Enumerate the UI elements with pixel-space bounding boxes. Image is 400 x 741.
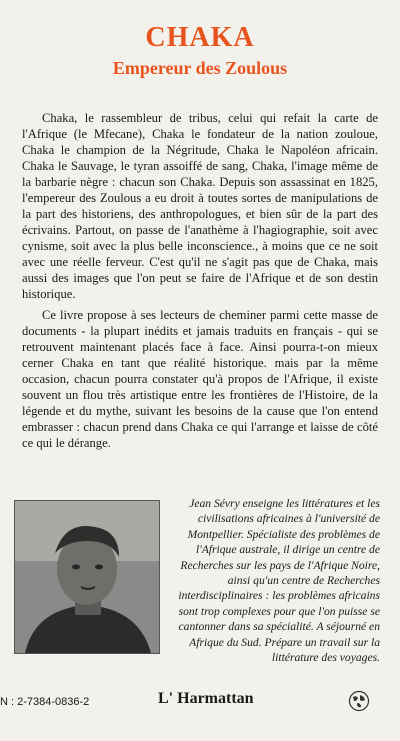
book-subtitle: Empereur des Zoulous (112, 58, 288, 78)
back-cover-text (22, 110, 378, 456)
paragraph-2: Ce livre propose à ses lecteurs de cheminer parmi cette masse de documents - la plupart inédits et jamais traduits en français - qui se retrouvent maintenant placés face à face. Ainsi pourra-t-on mieux cerner Chaka en tant que réalité historique. mais par la même occasion, chacun pourra constater qu'à propos de l'Afrique, il existe souvent un flou très artistique entre les frontières de l'Histoire, de la légende et du mythe, suivant les besoins de la cause que l'on entend embrasser : chacun prend dans Chaka ce qui l'arrange et laisse de côté ce qui le dérange. (22, 308, 378, 450)
paragraph-1: Chaka, le rassembleur de tribus, celui qui refait la carte de l'Afrique (le Mfecane), Chaka le fondateur de la nation zouloue, Chaka le champion de la Négritude, Chaka le Napoléon africain. Chaka le Sauvage, le tyran assoiffé de sang, Chaka, l'image même de la barbarie nègre : chacun son Chaka. Depuis son assassinat en 1825, l'empereur des Zoulous a eu droit à toutes sortes de manipulations de la part des historiens, des anthropologues, et bien sûr de la part des écrivains. Partout, on passe de l'anathème à l'hagiographie, soit avec cynisme, soit avec la plus belle inconscience., à moins que ce ne soit avec une réelle ferveur. C'est qu'il ne s'agit pas que de Chaka, mais aussi des images que l'on peut se faire de l'Afrique et de son destin historique. (22, 111, 378, 301)
isbn: N : 2-7384-0836-2 (0, 696, 90, 708)
author-photo (14, 500, 160, 654)
author-portrait-image (15, 501, 159, 653)
publisher-name: L' Harmattan (158, 690, 254, 707)
author-bio: Jean Sévry enseigne les littératures et les civilisations africaines à l'université de Montpellier. Spécialiste des problèmes de l'Afrique australe, il dirige un centre de Recherches sur les pays de l'Afrique Noire, ainsi qu'un centre de Recherches interdisciplinaires : les problèmes africains sont trop complexes pour que l'on puisse se cantonner dans sa spécialité. A séjourné en Afrique du Sud. Prépare un travail sur la littérature des voyages. (178, 497, 380, 665)
book-title: CHAKA (145, 22, 255, 53)
globe-icon (348, 690, 370, 712)
